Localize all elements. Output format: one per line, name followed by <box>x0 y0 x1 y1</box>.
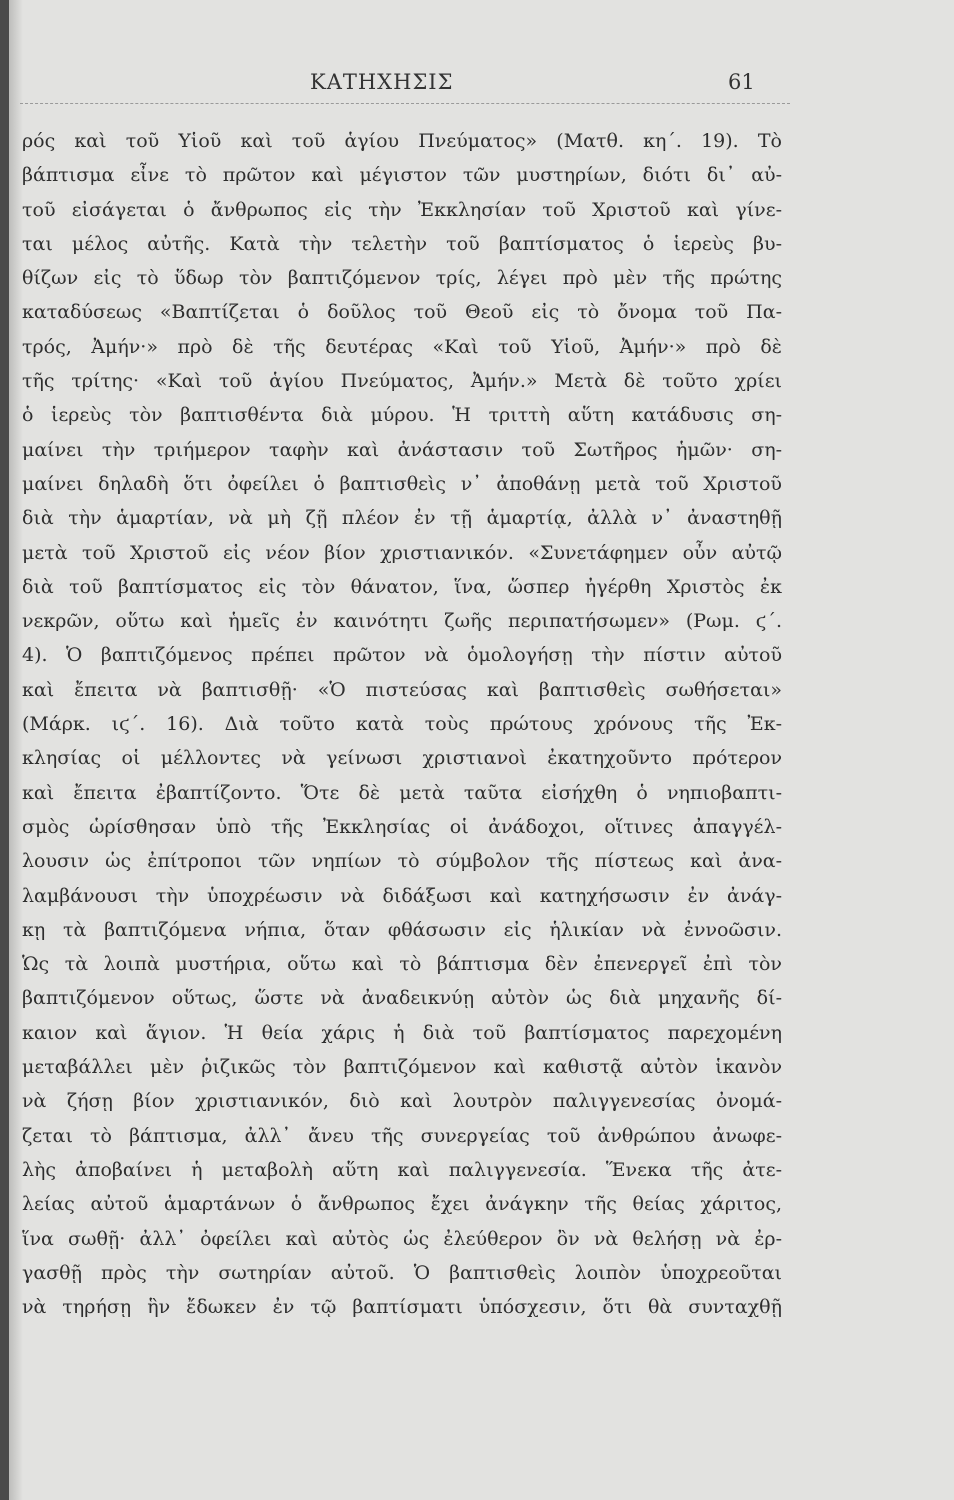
text-line: καὶ ἔπειτα νὰ βαπτισθῇ· «Ὁ πιστεύσας καὶ βαπτισθεὶς σωθήσεται» <box>22 678 782 701</box>
header-rule <box>20 103 790 104</box>
text-line: μαίνει τὴν τριήμερον ταφὴν καὶ ἀνάστασιν τοῦ Σωτῆρος ἡμῶν· ση- <box>22 438 782 461</box>
text-line: ρός καὶ τοῦ Υἱοῦ καὶ τοῦ ἁγίου Πνεύματος» (Ματθ. κη΄. 19). Τὸ <box>22 130 782 152</box>
text-line: ὁ ἱερεὺς τὸν βαπτισθέντα διὰ μύρου. Ἡ τριττὴ αὕτη κατάδυσις ση- <box>22 404 782 427</box>
text-line: ἵνα σωθῇ· ἀλλ᾽ ὀφείλει καὶ αὐτὸς ὡς ἐλεύθερον ὂν νὰ θελήσῃ νὰ ἐρ- <box>22 1227 782 1250</box>
text-line: νὰ ζήσῃ βίον χριστιανικόν, διὸ καὶ λουτρὸν παλιγγενεσίας ὀνομά- <box>22 1090 782 1113</box>
text-line: τοῦ εἰσάγεται ὁ ἄνθρωπος εἰς τὴν Ἐκκλησίαν τοῦ Χριστοῦ καὶ γίνε- <box>22 198 782 221</box>
text-line: διὰ τοῦ βαπτίσματος εἰς τὸν θάνατον, ἵνα, ὥσπερ ἠγέρθη Χριστὸς ἐκ <box>22 575 782 598</box>
text-line: βάπτισμα εἶνε τὸ πρῶτον καὶ μέγιστον τῶν μυστηρίων, διότι δι᾽ αὐ- <box>22 164 782 187</box>
text-line: 4). Ὁ βαπτιζόμενος πρέπει πρῶτον νὰ ὁμολογήσῃ τὴν πίστιν αὐτοῦ <box>22 644 782 667</box>
page-number: 61 <box>728 70 755 94</box>
binding-edge <box>0 0 9 1500</box>
text-line: καταδύσεως «Βαπτίζεται ὁ δοῦλος τοῦ Θεοῦ εἰς τὸ ὄνομα τοῦ Πα- <box>22 301 782 324</box>
running-title: ΚΑΤΗΧΗΣΙΣ <box>310 70 454 94</box>
text-line: διὰ τὴν ἁμαρτίαν, νὰ μὴ ζῇ πλέον ἐν τῇ ἁμαρτίᾳ, ἀλλὰ ν᾽ ἀναστηθῇ <box>22 507 782 530</box>
text-line: σμὸς ὡρίσθησαν ὑπὸ τῆς Ἐκκλησίας οἱ ἀνάδοχοι, οἵτινες ἀπαγγέλ- <box>22 815 782 838</box>
text-line: νεκρῶν, οὕτω καὶ ἡμεῖς ἐν καινότητι ζωῆς περιπατήσωμεν» (Ρωμ. ϛ΄. <box>22 610 782 633</box>
text-line: μεταβάλλει μὲν ῥιζικῶς τὸν βαπτιζόμενον καὶ καθιστᾷ αὐτὸν ἱκανὸν <box>22 1056 782 1079</box>
text-line: Ὡς τὰ λοιπὰ μυστήρια, οὕτω καὶ τὸ βάπτισμα δὲν ἐπενεργεῖ ἐπὶ τὸν <box>22 953 782 976</box>
running-head <box>0 70 954 100</box>
text-line: λουσιν ὡς ἐπίτροποι τῶν νηπίων τὸ σύμβολον τῆς πίστεως καὶ ἀνα- <box>22 850 782 873</box>
text-line: κλησίας οἱ μέλλοντες νὰ γείνωσι χριστιανοὶ ἐκατηχοῦντο πρότερον <box>22 747 782 770</box>
body-text <box>22 124 782 1324</box>
text-line: τῆς τρίτης· «Καὶ τοῦ ἁγίου Πνεύματος, Ἀμήν.» Μετὰ δὲ τοῦτο χρίει <box>22 370 782 393</box>
text-line: βαπτιζόμενον οὕτως, ὥστε νὰ ἀναδεικνύῃ αὐτὸν ὡς διὰ μηχανῆς δί- <box>22 987 782 1010</box>
text-line: ται μέλος αὐτῆς. Κατὰ τὴν τελετὴν τοῦ βαπτίσματος ὁ ἱερεὺς βυ- <box>22 232 782 255</box>
text-line: θίζων εἰς τὸ ὕδωρ τὸν βαπτιζόμενον τρίς, λέγει πρὸ μὲν τῆς πρώτης <box>22 267 782 290</box>
text-line: λὴς ἀποβαίνει ἡ μεταβολὴ αὕτη καὶ παλιγγενεσία. Ἕνεκα τῆς ἀτε- <box>22 1158 782 1181</box>
gutter-shadow <box>9 0 23 1500</box>
text-line: νὰ τηρήσῃ ἣν ἔδωκεν ἐν τῷ βαπτίσματι ὑπόσχεσιν, ὅτι θὰ συνταχθῇ <box>22 1296 782 1319</box>
text-line: κῃ τὰ βαπτιζόμενα νήπια, ὅταν φθάσωσιν εἰς ἡλικίαν νὰ ἐννοῶσιν. <box>22 918 782 941</box>
text-line: (Μάρκ. ιϛ΄. 16). Διὰ τοῦτο κατὰ τοὺς πρώτους χρόνους τῆς Ἐκ- <box>22 713 782 736</box>
text-line: λείας αὐτοῦ ἁμαρτάνων ὁ ἄνθρωπος ἔχει ἀνάγκην τῆς θείας χάριτος, <box>22 1193 782 1216</box>
text-line: μετὰ τοῦ Χριστοῦ εἰς νέον βίον χριστιανικόν. «Συνετάφημεν οὖν αὐτῷ <box>22 541 782 564</box>
text-line: μαίνει δηλαδὴ ὅτι ὀφείλει ὁ βαπτισθεὶς ν᾽ ἀποθάνῃ μετὰ τοῦ Χριστοῦ <box>22 472 782 495</box>
text-line: καιον καὶ ἅγιον. Ἡ θεία χάρις ἡ διὰ τοῦ βαπτίσματος παρεχομένη <box>22 1021 782 1044</box>
text-line: τρός, Ἀμήν·» πρὸ δὲ τῆς δευτέρας «Καὶ τοῦ Υἱοῦ, Ἀμήν·» πρὸ δὲ <box>22 335 782 358</box>
text-line: καὶ ἔπειτα ἐβαπτίζοντο. Ὅτε δὲ μετὰ ταῦτα εἰσήχθη ὁ νηπιοβαπτι- <box>22 781 782 804</box>
text-line: λαμβάνουσι τὴν ὑποχρέωσιν νὰ διδάξωσι καὶ κατηχήσωσιν ἐν ἀνάγ- <box>22 884 782 907</box>
text-line: ζεται τὸ βάπτισμα, ἀλλ᾽ ἄνευ τῆς συνεργείας τοῦ ἀνθρώπου ἀνωφε- <box>22 1124 782 1147</box>
text-line: γασθῇ πρὸς τὴν σωτηρίαν αὐτοῦ. Ὁ βαπτισθεὶς λοιπὸν ὑποχρεοῦται <box>22 1261 782 1284</box>
